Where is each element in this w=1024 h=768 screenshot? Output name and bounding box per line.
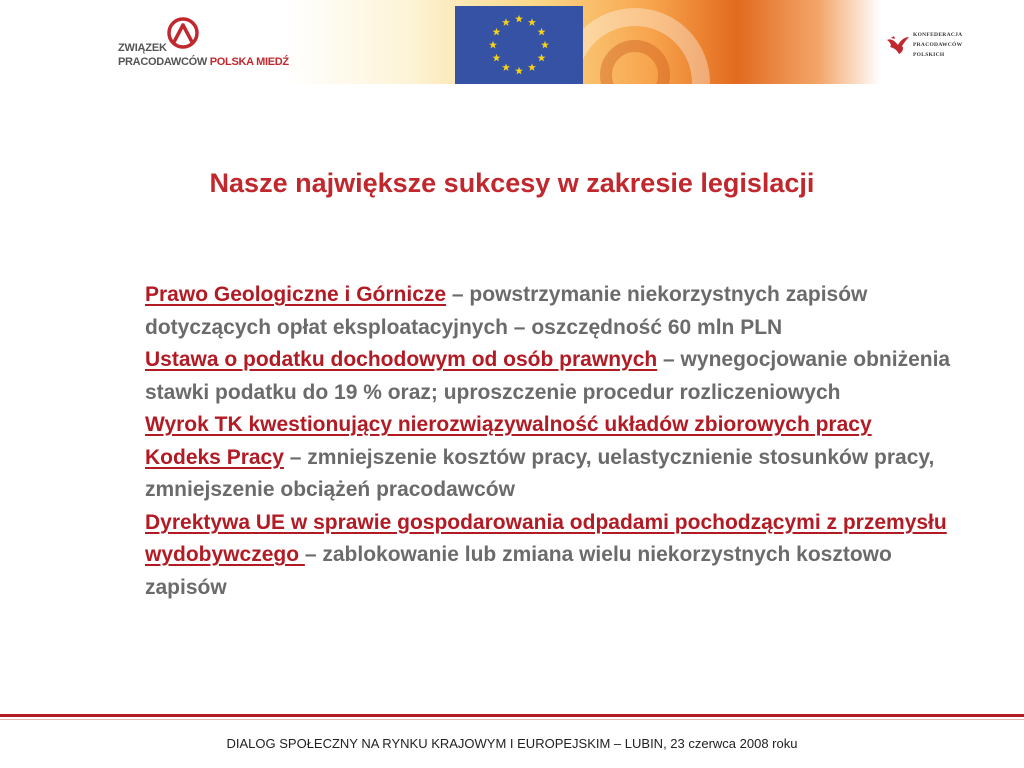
eu-star [528, 18, 536, 26]
footer-divider [0, 714, 1024, 717]
header-banner [0, 0, 1024, 84]
item-description: – zablokowanie lub zmiana wielu niekorzystnych kosztowo zapisów [145, 543, 892, 599]
eu-star [489, 41, 497, 49]
zpm-logo-line2-prefix: PRACODAWCÓW [118, 56, 207, 68]
eu-star [492, 54, 500, 62]
eu-star [538, 28, 546, 36]
eu-star [541, 41, 549, 49]
item-description: – wynegocjowanie obniżenia stawki podatku do 19 % oraz; uproszczenie procedur rozliczeniowych [145, 348, 951, 404]
eu-star [502, 63, 510, 71]
footer-divider-thin [0, 719, 1024, 720]
item-link-prawo-geologiczne[interactable]: Prawo Geologiczne i Górnicze [145, 283, 447, 306]
eu-star [528, 63, 536, 71]
kpp-logo-line1: KONFEDERACJA [913, 32, 963, 38]
list-item [145, 507, 965, 605]
eu-flag [455, 6, 583, 84]
eu-star [538, 54, 546, 62]
zpm-logo [118, 16, 289, 74]
list-item [145, 344, 965, 409]
kpp-logo [885, 30, 965, 64]
kpp-logo-line2: PRACODAWCÓW [913, 42, 963, 48]
slide-title: Nasze największe sukcesy w zakresie legislacji [209, 168, 815, 198]
kpp-logo-line3: POLSKICH [913, 52, 945, 58]
eu-star [515, 67, 523, 75]
zpm-logo-line2 [118, 56, 289, 68]
zpm-logo-icon [166, 16, 200, 50]
eu-star [502, 18, 510, 26]
kpp-logo-text [913, 30, 962, 60]
kpp-eagle-icon [885, 32, 911, 58]
zpm-logo-line2-highlight: POLSKA MIEDŹ [209, 56, 289, 68]
zpm-logo-line1: ZWIĄZEK [118, 42, 167, 54]
item-link-dyrektywa-ue[interactable]: Dyrektywa UE w sprawie gospodarowania odpadami pochodzącymi z przemysłu wydobywczego [145, 510, 947, 566]
achievements-list [145, 279, 965, 604]
list-item [145, 409, 965, 442]
eu-star [492, 28, 500, 36]
item-link-kodeks-pracy[interactable]: Kodeks Pracy [145, 445, 284, 469]
eu-stars-icon [455, 6, 583, 84]
item-description: – zmniejszenie kosztów pracy, uelastycznienie stosunków pracy, zmniejszenie obciążeń pracodawców [145, 445, 935, 501]
item-link-ustawa-podatek[interactable]: Ustawa o podatku dochodowym od osób prawnych [145, 348, 658, 371]
footer-text: DIALOG SPOŁECZNY NA RYNKU KRAJOWYM I EUROPEJSKIM – LUBIN, 23 czerwca 2008 roku [226, 736, 798, 751]
eu-star [515, 15, 523, 23]
list-item [145, 279, 965, 344]
item-link-wyrok-tk[interactable]: Wyrok TK kwestionujący nierozwiązywalność układów zbiorowych pracy [145, 413, 872, 436]
list-item [145, 442, 965, 507]
item-description: – powstrzymanie niekorzystnych zapisów dotyczących opłat eksploatacyjnych – oszczędność 60 mln PLN [145, 283, 868, 339]
